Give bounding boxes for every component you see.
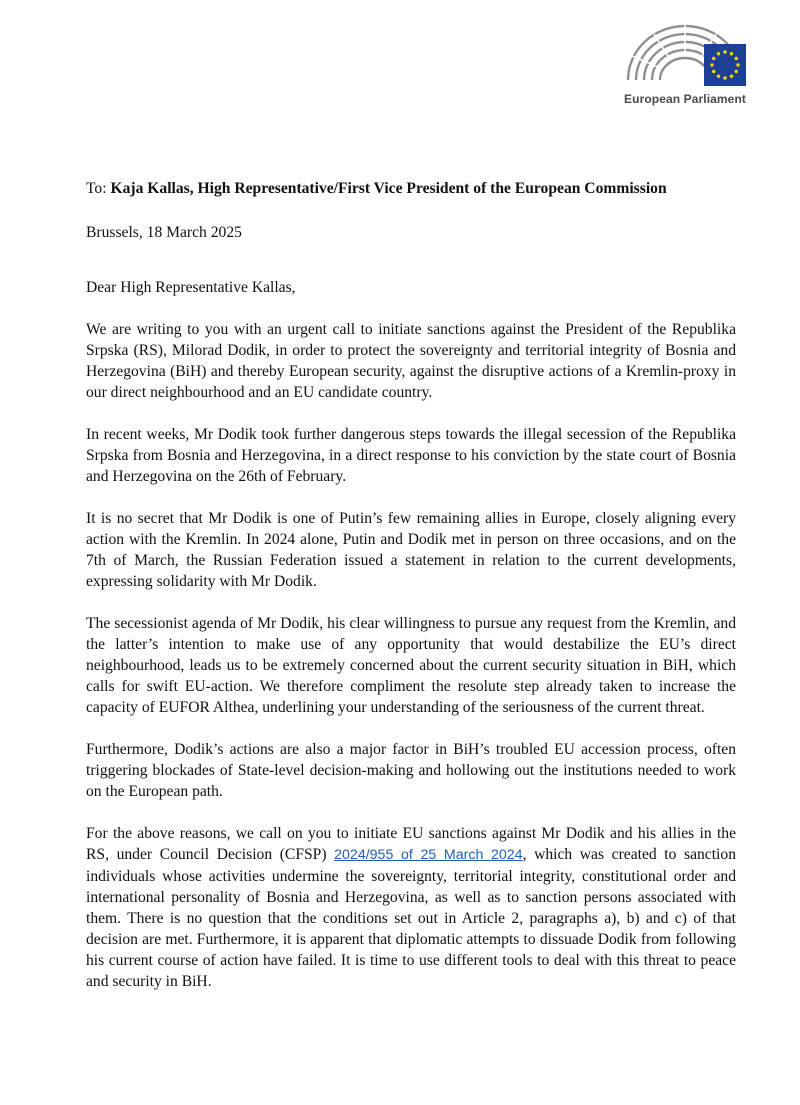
eu-star-icon — [712, 70, 715, 73]
eu-star-icon — [712, 57, 715, 60]
paragraph-5: Furthermore, Dodik’s actions are also a major factor in BiH’s troubled EU accession process, often triggering blockades of State-level decision-making and hollowing out the institutions needed to work on the European path. — [86, 741, 736, 800]
eu-star-icon — [717, 75, 720, 78]
salutation: Dear High Representative Kallas, — [86, 279, 296, 296]
recipient-prefix: To: — [86, 180, 111, 197]
eu-star-icon — [736, 63, 739, 66]
logo-caption: European Parliament — [624, 92, 746, 106]
parliament-hemicycle-flag-icon — [624, 22, 746, 88]
european-parliament-logo — [620, 22, 750, 114]
eu-star-icon — [710, 63, 713, 66]
paragraph-4: The secessionist agenda of Mr Dodik, his clear willingness to pursue any request from the Kremlin, and the latter’s intention to make use of any opportunity that would destabilize the EU’s direct neighbourhood, leads us to be extremely concerned about the current security situation in BiH, which calls for swift EU-action. We therefore compliment the resolute step already taken to increase the capacity of EUFOR Althea, underlining your understanding of the seriousness of the current threat. — [86, 615, 736, 716]
eu-star-icon — [735, 57, 738, 60]
eu-star-icon — [717, 52, 720, 55]
eu-star-icon — [730, 52, 733, 55]
paragraph-6-start: For the above reasons, we call on you to initiate EU sanctions against Mr Dodik and his allies in the RS, under Council Decision (CFSP) — [86, 825, 736, 863]
eu-star-icon — [723, 50, 726, 53]
eu-star-icon — [730, 75, 733, 78]
recipient-name: Kaja Kallas, High Representative/First Vice President of the European Commission — [110, 180, 667, 197]
eu-star-icon — [735, 70, 738, 73]
paragraph-1: We are writing to you with an urgent call to initiate sanctions against the President of the Republika Srpska (RS), Milorad Dodik, in order to protect the sovereignty and territorial integrity of Bosnia and Herzegovina (BiH) and thereby European security, against the disruptive actions of a Kremlin-proxy in our direct neighbourhood and an EU candidate country. — [86, 321, 736, 401]
eu-star-icon — [723, 76, 726, 79]
recipient-line — [86, 178, 736, 199]
paragraph-6 — [86, 823, 736, 992]
letter-body — [86, 178, 736, 1013]
letter-date: Brussels, 18 March 2025 — [86, 224, 242, 241]
paragraph-3: It is no secret that Mr Dodik is one of Putin’s few remaining allies in Europe, closely aligning every action with the Kremlin. In 2024 alone, Putin and Dodik met in person on three occasions, and on the 7th of March, the Russian Federation issued a statement in relation to the current developments, expressing solidarity with Mr Dodik. — [86, 510, 736, 590]
paragraph-2: In recent weeks, Mr Dodik took further dangerous steps towards the illegal secession of the Republika Srpska from Bosnia and Herzegovina, in a direct response to his conviction by the state court of Bosnia and Herzegovina on the 26th of February. — [86, 426, 736, 485]
council-decision-link[interactable]: 2024/955 of 25 March 2024 — [334, 847, 523, 863]
paragraph-6-end: , which was created to sanction individuals whose activities undermine the sovereignty, territorial integrity, constitutional order and international personality of Bosnia and Herzegovina, as well as to sanction persons associated with them. There is no question that the conditions set out in Article 2, paragraphs a), b) and c) of that decision are met. Furthermore, it is apparent that diplomatic attempts to dissuade Dodik from following his current course of action have failed. It is time to use different tools to deal with this threat to peace and security in BiH. — [86, 846, 736, 990]
